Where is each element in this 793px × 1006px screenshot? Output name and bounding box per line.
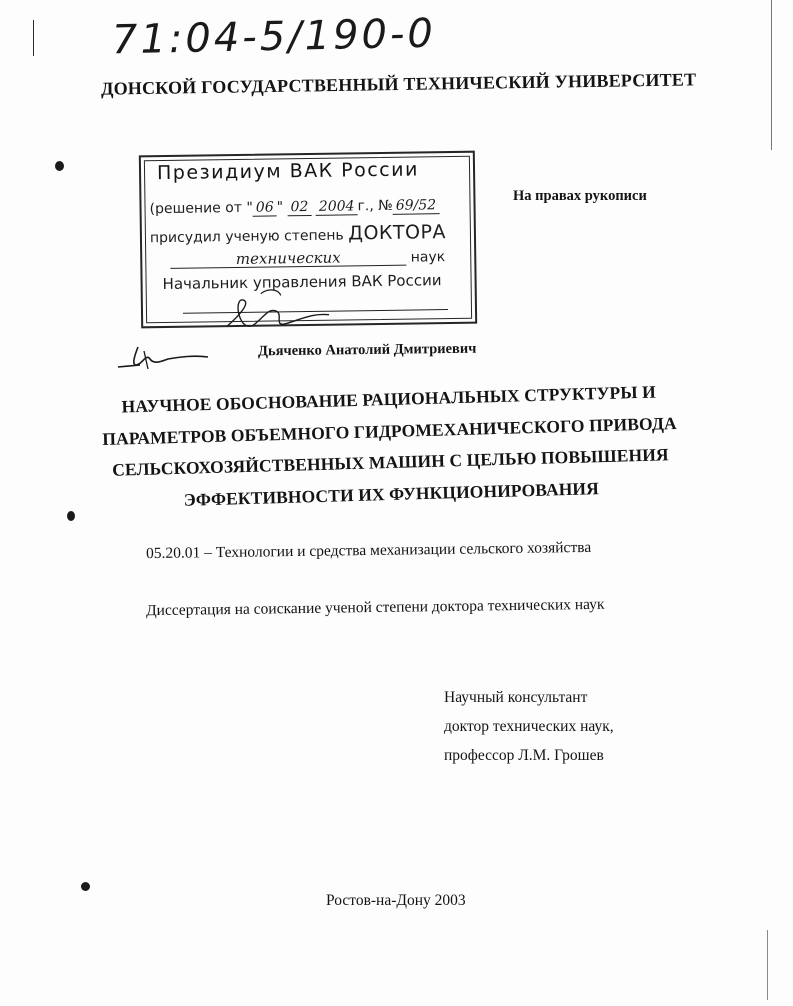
stamp-number: 69/52 xyxy=(393,198,440,215)
stamp-science-field: технических xyxy=(170,250,406,269)
dissertation-type: Диссертация на соискание ученой степени доктора технических наук xyxy=(145,595,605,620)
consultant-name: профессор Л.М. Грошев xyxy=(444,747,604,764)
city-year: Ростов-на-Дону 2003 xyxy=(326,892,466,909)
stamp-decision-prefix: (решение от " xyxy=(149,199,253,218)
stamp-year: 2004 xyxy=(316,199,358,216)
stamp-awarded-prefix: присудил ученую степень xyxy=(149,227,344,247)
stamp-degree: ДОКТОРА xyxy=(348,221,447,245)
dissertation-title xyxy=(88,376,691,519)
scan-edge-right-top xyxy=(771,0,772,150)
stamp-year-suffix: г., № xyxy=(357,197,393,215)
binder-hole-mark xyxy=(55,161,64,171)
binder-hole-mark xyxy=(67,511,75,521)
stamp-month: 02 xyxy=(287,200,311,216)
title-line: СЕЛЬСКОХОЗЯЙСТВЕННЫХ МАШИН С ЦЕЛЬЮ ПОВЫШЕНИЯ xyxy=(111,444,669,480)
stamp-awarded-line xyxy=(150,221,446,247)
binder-hole-mark xyxy=(81,882,90,891)
author-name: Дьяченко Анатолий Дмитриевич xyxy=(257,340,477,360)
university-name: ДОНСКОЙ ГОСУДАРСТВЕННЫЙ ТЕХНИЧЕСКИЙ УНИВЕРСИТЕТ xyxy=(100,69,697,99)
scan-edge-left xyxy=(33,20,34,56)
consultant-degree: доктор технических наук, xyxy=(444,718,614,735)
archive-code: 71:04-5/190-0 xyxy=(111,10,437,64)
stamp-signature-icon xyxy=(221,283,342,345)
stamp-quote: " xyxy=(276,199,284,216)
stamp-day: 06 xyxy=(253,200,277,216)
stamp-head: Начальник управления ВАК России xyxy=(162,271,442,294)
title-line: НАУЧНОЕ ОБОСНОВАНИЕ РАЦИОНАЛЬНЫХ СТРУКТУРЫ И xyxy=(121,381,657,417)
stamp-title: Президиум ВАК России xyxy=(156,158,420,185)
title-line: ПАРАМЕТРОВ ОБЪЕМНОГО ГИДРОМЕХАНИЧЕСКОГО ПРИВОДА xyxy=(102,412,677,449)
consultant-role: Научный консультант xyxy=(444,689,588,706)
author-signature-icon xyxy=(110,335,220,375)
vak-stamp xyxy=(139,151,477,329)
specialty-code: 05.20.01 – Технологии и средства механизации сельского хозяйства xyxy=(145,538,592,563)
scientific-consultant xyxy=(444,683,614,770)
manuscript-rights: На правах рукописи xyxy=(513,188,647,204)
scan-edge-right-bottom xyxy=(767,930,768,1000)
title-line: ЭФФЕКТИВНОСТИ ИХ ФУНКЦИОНИРОВАНИЯ xyxy=(183,477,600,510)
stamp-science-suffix: наук xyxy=(410,249,446,266)
